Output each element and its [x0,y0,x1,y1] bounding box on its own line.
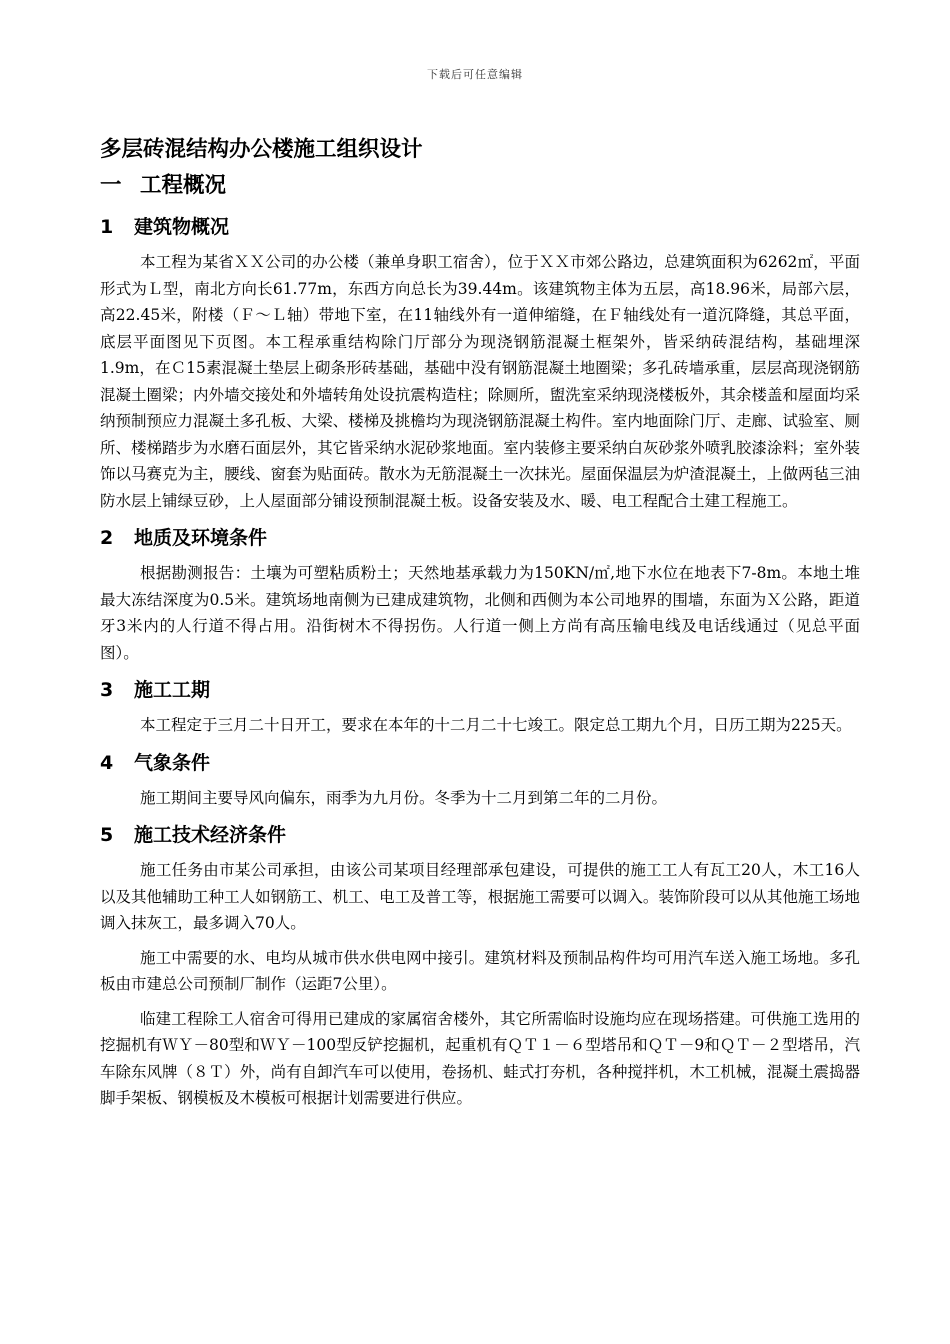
section-number: 4 [100,751,114,774]
section-number: 5 [100,824,114,846]
section-title: 施工技术经济条件 [134,824,287,846]
section-title: 气象条件 [134,751,211,774]
document-title: 多层砖混结构办公楼施工组织设计 [100,137,423,162]
section-heading [100,674,860,706]
section-geology-environment [100,522,860,666]
document-body [100,133,860,1120]
section-number: 1 [100,216,114,238]
paragraph: 本工程定于三月二十日开工，要求在本年的十二月二十七竣工。限定总工期九个月，日历工期为225天。 [140,716,852,734]
paragraph: 施工期间主要导风向偏东，雨季为九月份。冬季为十二月到第二年的二月份。 [140,788,668,807]
section-heading [100,522,860,554]
section-weather [100,747,860,812]
paragraph: 根据勘测报告：土壤为可塑粘质粉土；天然地基承载力为150KN/㎡,地下水位在地表下7-8m。本地土堆最大冻结深度为0.5米。建筑场地南侧为已建成建筑物，北侧和西侧为本公司地界的围墙，东面为Ｘ公路，距道牙3米内的人行道不得占用。沿街树木不得拐伤。人行道一侧上方尚有高压输电线及电话线通过（见总平面图）。 [100,564,860,662]
section-title: 建筑物概况 [134,216,230,238]
section-technical-economic [100,819,860,1112]
chapter-number: 一 [100,173,122,198]
section-construction-period [100,674,860,739]
paragraph: 施工任务由市某公司承担，由该公司某项目经理部承包建设，可提供的施工工人有瓦工20人，木工16人以及其他辅助工种工人如钢筋工、机工、电工及普工等，根据施工需要可以调入。装饰阶段可以从其他施工场地调入抹灰工，最多调入70人。 [100,861,860,932]
section-number: 2 [100,527,114,549]
section-title: 施工工期 [134,679,211,701]
header-note: 下载后可任意编辑 [427,68,523,81]
section-building-overview [100,211,860,514]
section-title: 地质及环境条件 [134,527,268,549]
chapter-title: 工程概况 [140,173,227,198]
section-heading [100,747,860,779]
paragraph: 临建工程除工人宿舍可得用已建成的家属宿舍楼外，其它所需临时设施均应在现场搭建。可供施工选用的挖掘机有ＷＹ－80型和ＷＹ－100型反铲挖掘机，起重机有ＱＴ１－６型塔吊和ＱＴ－9和ＱＴ－２型塔吊，汽车除东风牌（８Ｔ）外，尚有自卸汽车可以使用，卷扬机、蛙式打夯机，各种搅拌机，木工机械，混凝土震捣器脚手架板、钢模板及木模板可根据计划需要进行供应。 [100,1009,860,1107]
paragraph: 本工程为某省ＸＸ公司的办公楼（兼单身职工宿舍），位于ＸＸ市郊公路边，总建筑面积为6262㎡，平面形式为Ｌ型，南北方向长61.77m，东西方向总长为39.44m。该建筑物主体为五层，高18.96米，局部六层，高22.45米，附楼（Ｆ～Ｌ轴）带地下室，在11轴线外有一道伸缩缝，在Ｆ轴线处有一道沉降缝，其总平面，底层平面图见下页图。本工程承重结构除门厅部分为现浇钢筋混凝土框架外，皆采纳砖混结构，基础埋深1.9m，在Ｃ15素混凝土垫层上砌条形砖基础，基础中没有钢筋混凝土地圈梁；多孔砖墙承重，层层高现浇钢筋混凝土圈梁；内外墙交接处和外墙转角处设抗震构造柱；除厕所，盥洗室采纳现浇楼板外，其余楼盖和屋面均采纳预制预应力混凝土多孔板、大梁、楼梯及挑檐均为现浇钢筋混凝土构件。室内地面除门厅、走廊、试验室、厕所、楼梯踏步为水磨石面层外，其它皆采纳水泥砂浆地面。室内装修主要采纳白灰砂浆外喷乳胶漆涂料；室外装饰以马赛克为主，腰线、窗套为贴面砖。散水为无筋混凝土一次抹光。屋面保温层为炉渣混凝土，上做两毡三油防水层上铺绿豆砂，上人屋面部分铺设预制混凝土板。设备安装及水、暖、电工程配合土建工程施工。 [100,253,860,510]
section-heading [100,211,860,243]
chapter-heading [100,167,860,205]
paragraph: 施工中需要的水、电均从城市供水供电网中接引。建筑材料及预制品构件均可用汽车送入施工场地。多孔板由市建总公司预制厂制作（运距7公里）。 [100,948,860,993]
section-number: 3 [100,679,114,701]
section-heading [100,819,860,851]
